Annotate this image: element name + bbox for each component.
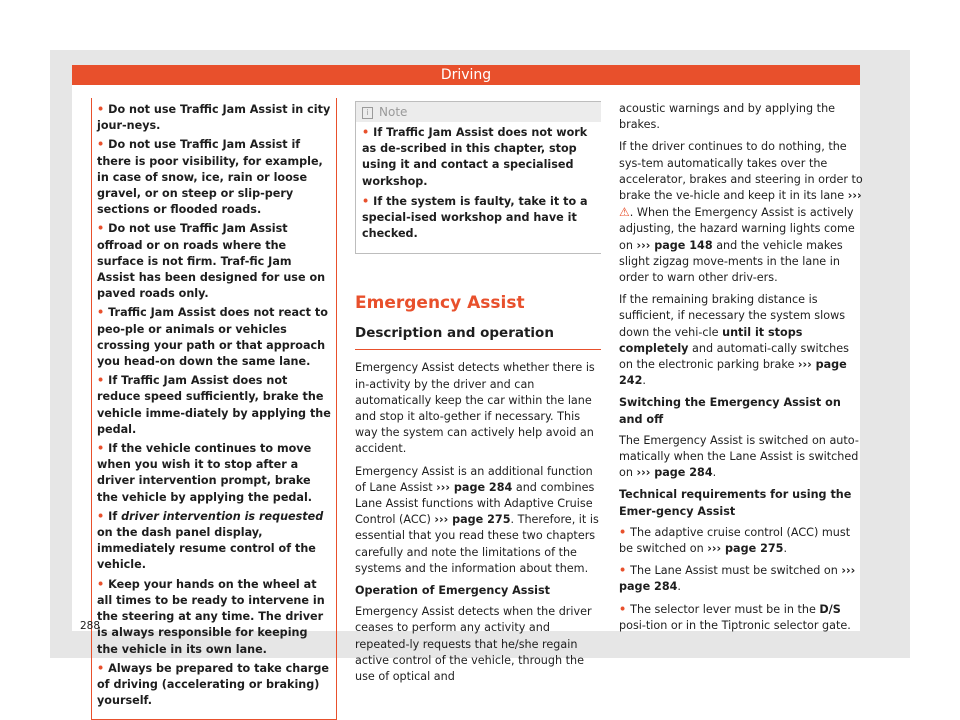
paragraph: Emergency Assist detects when the driver ceases to perform any activity and repeated-ly requests that he/she regain active control of the vehicle, through the use of optical and bbox=[355, 605, 592, 684]
bullet-icon: • bbox=[97, 509, 105, 523]
note-item: • If the system is faulty, take it to a special-ised workshop and have it checked. bbox=[362, 194, 588, 241]
warning-item: • Do not use Traffic Jam Assist offroad or on roads where the surface is not firm. Traf-fic Jam Assist has been designed for use on paved roads only. bbox=[97, 222, 326, 301]
page-link[interactable]: ››› page 275 bbox=[434, 513, 511, 527]
bullet-icon: • bbox=[97, 222, 105, 236]
bullet-icon: • bbox=[97, 138, 105, 152]
bullet-icon: • bbox=[97, 306, 105, 320]
paragraph: Emergency Assist is an additional function of Lane Assist ››› page 284 and combines Lane Assist functions with Adaptive Cruise Control (ACC) ››› page 275. Therefore, it is essential that you read these two chapters carefully and note the limitations of the systems and the information about them. bbox=[355, 464, 599, 575]
page-link[interactable]: ››› page 148 bbox=[636, 238, 713, 252]
paragraph-heading: Switching the Emergency Assist on and off bbox=[619, 396, 841, 426]
warning-triangle-icon: ⚠ bbox=[619, 205, 630, 220]
warning-item: • Do not use Traffic Jam Assist if there is poor visibility, for example, in case of snow, ice, rain or loose gravel, or on steep or slip-pery sections or flooded roads. bbox=[97, 138, 323, 217]
bullet-icon: • bbox=[362, 194, 370, 208]
note-box bbox=[355, 101, 601, 254]
list-item: • The selector lever must be in the D/S posi-tion or in the Tiptronic selector gate. bbox=[619, 602, 851, 632]
warning-item: • If driver intervention is requested on the dash panel display, immediately resume control of the vehicle. bbox=[97, 509, 324, 572]
bullet-icon: • bbox=[97, 442, 105, 456]
warning-item: • Always be prepared to take charge of driving (accelerating or braking) yourself. bbox=[97, 661, 329, 708]
note-item: • If Traffic Jam Assist does not work as de-scribed in this chapter, stop using it and contact a specialised workshop. bbox=[362, 126, 588, 188]
warning-item: • If Traffic Jam Assist does not reduce speed sufficiently, brake the vehicle imme-diately by applying the pedal. bbox=[97, 374, 331, 436]
section-title: Emergency Assist bbox=[355, 293, 525, 314]
page-number: 288 bbox=[80, 620, 101, 632]
italic-phrase: driver intervention is requested bbox=[121, 509, 324, 523]
warning-item: • If the vehicle continues to move when you wish it to stop after a driver intervention prompt, brake the vehicle by applying the pedal. bbox=[97, 442, 313, 504]
paragraph: Emergency Assist detects whether there is in-activity by the driver and can automatically keep the car within the lane and stop it alto-gether if necessary. This way the system can actively help avoid an accident. bbox=[355, 361, 595, 456]
chapter-header: Driving bbox=[72, 65, 860, 85]
info-icon: i bbox=[362, 107, 373, 119]
paragraph-heading: Technical requirements for using the Emer-gency Assist bbox=[619, 488, 852, 518]
middle-column bbox=[355, 101, 601, 691]
paragraph: If the driver continues to do nothing, the sys-tem automatically takes over the accelerator, brakes and steering in order to brake the ve-hicle and keep it in its lane ››› ⚠. When the Emergency Assist is actively adjusting, the hazard warning lights come on ››› page 148 and the vehicle makes slight zigzag move-ments in the lane in order to warn other driv-ers. bbox=[619, 140, 863, 285]
page-link[interactable]: ››› page 284 bbox=[436, 480, 513, 494]
warning-box bbox=[91, 98, 337, 720]
bullet-icon: • bbox=[97, 103, 105, 116]
bullet-icon: • bbox=[97, 577, 105, 591]
bullet-icon: • bbox=[97, 374, 105, 388]
bullet-icon: • bbox=[362, 126, 370, 139]
bullet-icon: • bbox=[619, 564, 627, 578]
list-item: • The adaptive cruise control (ACC) must be switched on ››› page 275. bbox=[619, 525, 851, 556]
warning-item: • Keep your hands on the wheel at all times to be ready to intervene in the steering at any time. The driver is always responsible for keeping the vehicle in its own lane. bbox=[97, 577, 325, 656]
warning-item: • Traffic Jam Assist does not react to peo-ple or animals or vehicles crossing your path or that approach you head-on down the same lane. bbox=[97, 306, 328, 369]
note-header: i Note bbox=[356, 102, 601, 122]
page-link[interactable]: ››› page 242 bbox=[619, 358, 847, 388]
bullet-icon: • bbox=[97, 661, 105, 675]
warning-link[interactable]: ››› bbox=[847, 189, 862, 203]
bullet-icon: • bbox=[619, 525, 627, 539]
paragraph-heading: Operation of Emergency Assist bbox=[355, 584, 550, 598]
page-link[interactable]: ››› page 275 bbox=[707, 542, 784, 556]
list-item: • The Lane Assist must be switched on ››› page 284. bbox=[619, 564, 856, 594]
right-column bbox=[619, 101, 863, 640]
subsection-title: Description and operation bbox=[355, 323, 601, 350]
paragraph: acoustic warnings and by applying the brakes. bbox=[619, 102, 836, 132]
left-column bbox=[91, 98, 337, 720]
page-link[interactable]: ››› page 284 bbox=[619, 564, 856, 594]
bullet-icon: • bbox=[619, 602, 627, 616]
paragraph: If the remaining braking distance is sufficient, if necessary the system slows down the vehi-cle until it stops completely and automati-cally switches on the electronic parking brake ››› page 242. bbox=[619, 293, 849, 388]
paragraph: The Emergency Assist is switched on auto-matically when the Lane Assist is switched on ››› page 284. bbox=[619, 433, 859, 480]
page-link[interactable]: ››› page 284 bbox=[636, 466, 713, 480]
warning-item: • Do not use Traffic Jam Assist in city jour-neys. bbox=[97, 103, 331, 133]
